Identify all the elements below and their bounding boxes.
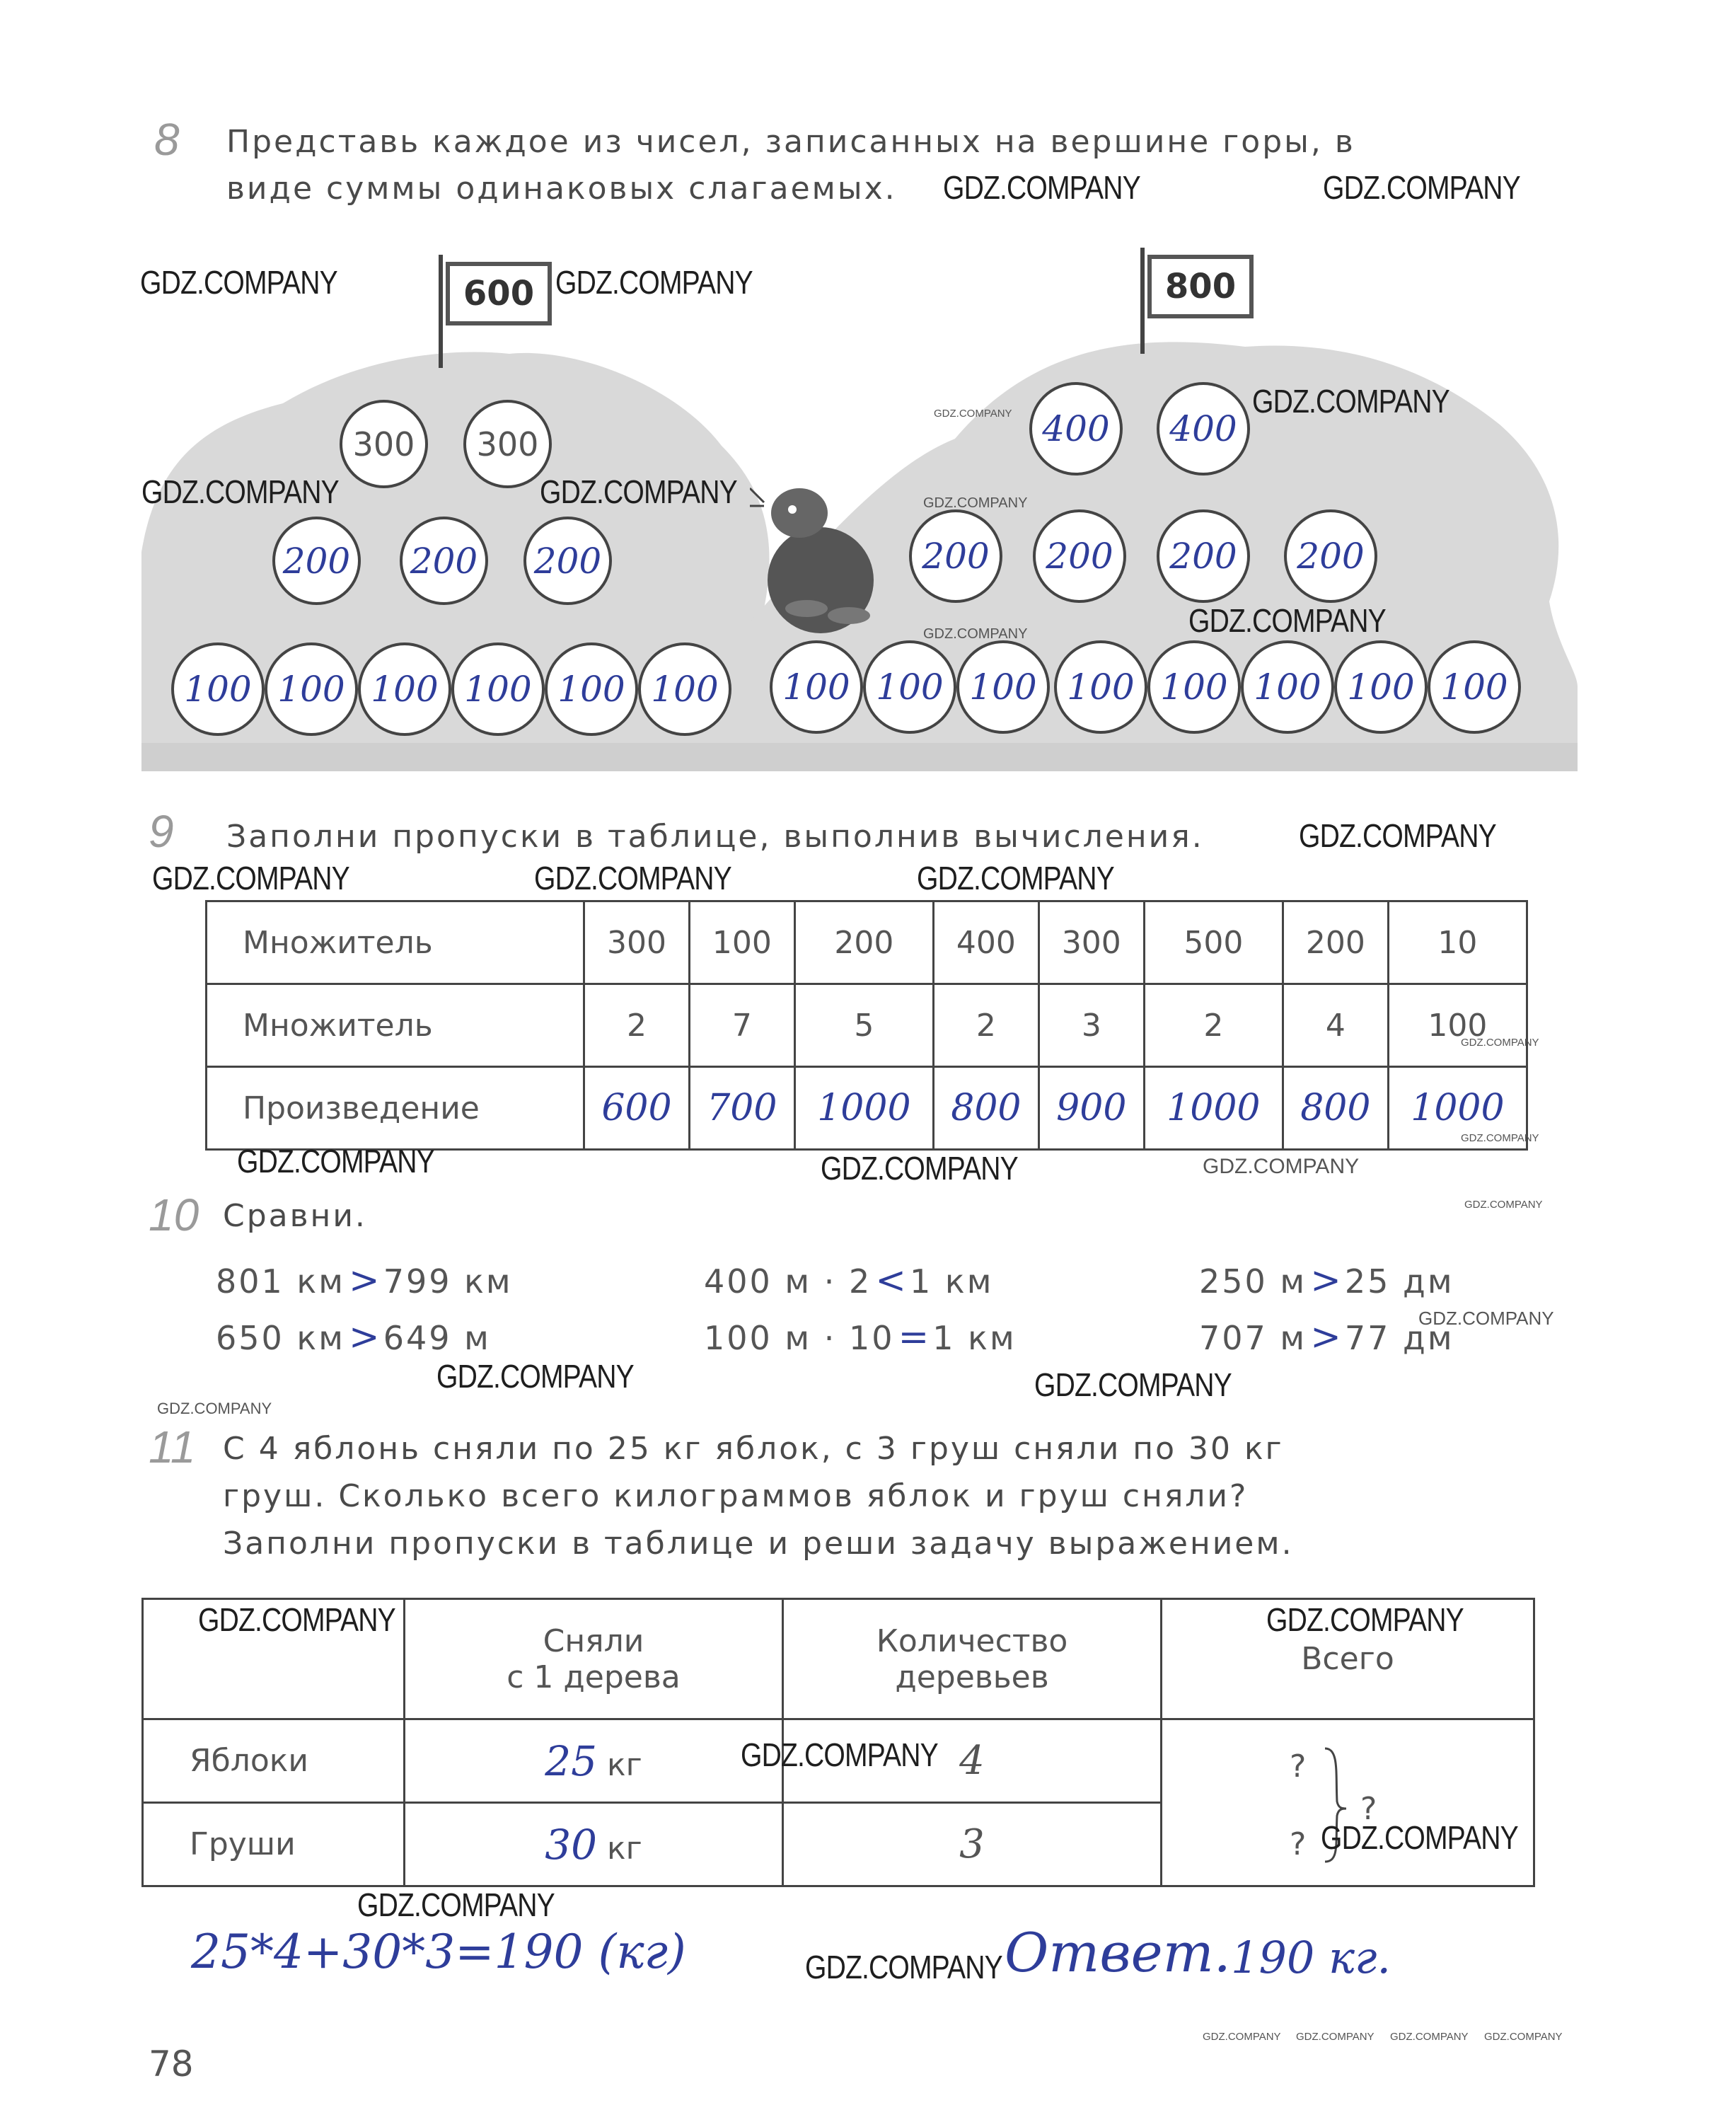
pears-count: 3 [783,1803,1162,1886]
watermark: GDZ.COMPANY [1252,383,1449,420]
product-cell: 1000 [794,1067,933,1150]
watermark: GDZ.COMPANY [943,169,1140,206]
watermark-small: GDZ.COMPANY [934,408,1012,420]
circle-left-row1: 300 [463,400,552,488]
product-cell: 700 [689,1067,794,1150]
circle-right-row3: 100 [1054,640,1147,734]
factor2-cell: 7 [689,984,794,1067]
task9-text: Заполни пропуски в таблице, выполнив вычисления. [226,819,1204,855]
task9-table [205,900,1528,1151]
circle-left-row3: 100 [358,642,451,736]
right-flag-pole [1140,248,1145,354]
factor2-cell: 3 [1038,984,1144,1067]
product-cell: 1000 [1388,1067,1527,1150]
right-flag: 800 [1147,255,1254,318]
product-cell: 800 [933,1067,1038,1150]
circle-right-row3: 100 [1241,640,1334,734]
factor2-cell: 100 [1388,984,1527,1067]
factor2-cell: 2 [933,984,1038,1067]
watermark-small: GDZ.COMPANY [1203,2031,1281,2043]
circle-right-row3: 100 [770,640,863,734]
watermark-small: GDZ.COMPANY [1418,1308,1554,1329]
watermark: GDZ.COMPANY [534,860,731,897]
watermark-small: GDZ.COMPANY [1484,2031,1563,2043]
comparison-5: 100 м · 10 = 1 км [704,1316,1017,1359]
watermark: GDZ.COMPANY [1323,169,1520,206]
header-per-tree: Сняли с 1 дерева [405,1599,783,1719]
watermark-small: GDZ.COMPANY [923,626,1028,642]
comparison-1: 801 км > 799 км [216,1260,513,1302]
circle-right-row2: 200 [1157,509,1250,603]
watermark: GDZ.COMPANY [1299,817,1496,854]
product-cell: 600 [584,1067,690,1150]
circle-left-row3: 100 [171,642,265,736]
header-total: Всего [1162,1599,1534,1719]
circle-left-row2: 200 [272,517,361,605]
watermark-small: GDZ.COMPANY [1203,1155,1360,1178]
task8-line2: виде суммы одинаковых слагаемых. [226,171,897,207]
watermark: GDZ.COMPANY [821,1150,1018,1187]
circle-left-row3: 100 [265,642,358,736]
watermark: GDZ.COMPANY [540,473,737,510]
factor2-cell: 4 [1283,984,1388,1067]
task8-line1: Представь каждое из чисел, записанных на вершине горы, в [226,124,1355,160]
watermark: GDZ.COMPANY [152,860,349,897]
watermark: GDZ.COMPANY [1321,1819,1518,1856]
left-flag-pole [439,255,443,368]
watermark: GDZ.COMPANY [555,264,753,301]
row-label-factor1: Множитель [207,901,584,984]
task11-line2: груш. Сколько всего килограммов яблок и груш сняли? [223,1478,1249,1514]
factor1-cell: 200 [1283,901,1388,984]
circle-right-row3: 100 [1147,640,1241,734]
row-label-factor2: Множитель [207,984,584,1067]
comparison-4: 650 км > 649 м [216,1316,491,1359]
comparison-2: 400 м · 2 < 1 км [704,1260,994,1302]
total-cell [1162,1719,1534,1886]
mole-illustration [750,474,891,637]
page-number: 78 [149,2044,194,2085]
row-label-product: Произведение [207,1067,584,1150]
factor2-cell: 5 [794,984,933,1067]
circle-left-row1: 300 [340,400,428,488]
row-label-apples: Яблоки [143,1719,405,1803]
watermark: GDZ.COMPANY [141,473,339,510]
watermark: GDZ.COMPANY [741,1736,938,1773]
circle-right-row3: 100 [1428,640,1521,734]
circle-right-row1: 400 [1029,382,1123,475]
watermark: GDZ.COMPANY [357,1886,555,1923]
circle-right-row2: 200 [1284,509,1377,603]
circle-left-row3: 100 [638,642,731,736]
factor1-cell: 300 [1038,901,1144,984]
task8-number: 8 [154,114,180,165]
factor1-cell: 200 [794,901,933,984]
circle-right-row1: 400 [1157,382,1250,475]
task9-number: 9 [149,806,174,857]
answer-value: 190 кг. [1231,1932,1391,1983]
task11-number: 11 [149,1422,196,1472]
circle-right-row2: 200 [909,509,1002,603]
watermark: GDZ.COMPANY [1188,602,1386,639]
watermark-small: GDZ.COMPANY [1461,1132,1539,1144]
watermark-small: GDZ.COMPANY [1461,1037,1539,1049]
q-apples: ? [1290,1748,1307,1785]
product-cell: 800 [1283,1067,1388,1150]
factor1-cell: 500 [1144,901,1283,984]
watermark: GDZ.COMPANY [198,1601,395,1638]
circle-right-row2: 200 [1033,509,1126,603]
watermark: GDZ.COMPANY [436,1358,634,1395]
watermark-small: GDZ.COMPANY [157,1400,272,1417]
pears-per-tree: 30 кг [405,1803,783,1886]
watermark: GDZ.COMPANY [237,1143,434,1180]
watermark-small: GDZ.COMPANY [1296,2031,1375,2043]
factor1-cell: 400 [933,901,1038,984]
apples-count: 4 [783,1719,1162,1803]
circle-left-row3: 100 [451,642,545,736]
comparison-3: 250 м > 25 дм [1199,1260,1454,1302]
comparison-6: 707 м > 77 дм [1199,1316,1454,1359]
circle-left-row3: 100 [545,642,638,736]
circle-right-row3: 100 [863,640,956,734]
watermark: GDZ.COMPANY [1034,1366,1232,1403]
task11-line1: С 4 яблонь сняли по 25 кг яблок, с 3 груш сняли по 30 кг [223,1431,1284,1467]
factor2-cell: 2 [1144,984,1283,1067]
task10-number: 10 [149,1189,199,1240]
watermark: GDZ.COMPANY [1266,1601,1464,1638]
q-pears: ? [1290,1826,1307,1862]
circle-left-row2: 200 [400,517,488,605]
circle-right-row3: 100 [1334,640,1428,734]
solution-expression: 25*4+30*3=190 (кг) [191,1925,686,1979]
watermark: GDZ.COMPANY [917,860,1114,897]
watermark: GDZ.COMPANY [805,1949,1002,1985]
answer-word: Ответ. [1005,1921,1231,1984]
watermark-small: GDZ.COMPANY [1390,2031,1469,2043]
factor1-cell: 10 [1388,901,1527,984]
product-cell: 1000 [1144,1067,1283,1150]
q-total: ? [1360,1791,1377,1827]
circle-left-row2: 200 [523,517,612,605]
circle-right-row3: 100 [956,640,1050,734]
row-label-pears: Груши [143,1803,405,1886]
factor1-cell: 300 [584,901,690,984]
left-flag: 600 [446,262,552,325]
product-cell: 900 [1038,1067,1144,1150]
watermark-small: GDZ.COMPANY [1464,1199,1543,1211]
task10-title: Сравни. [223,1198,367,1234]
watermark-small: GDZ.COMPANY [923,495,1028,511]
watermark: GDZ.COMPANY [140,264,337,301]
task11-line3: Заполни пропуски в таблице и реши задачу выражением. [223,1526,1294,1562]
factor1-cell: 100 [689,901,794,984]
apples-per-tree: 25 кг [405,1719,783,1803]
header-count: Количество деревьев [783,1599,1162,1719]
factor2-cell: 2 [584,984,690,1067]
